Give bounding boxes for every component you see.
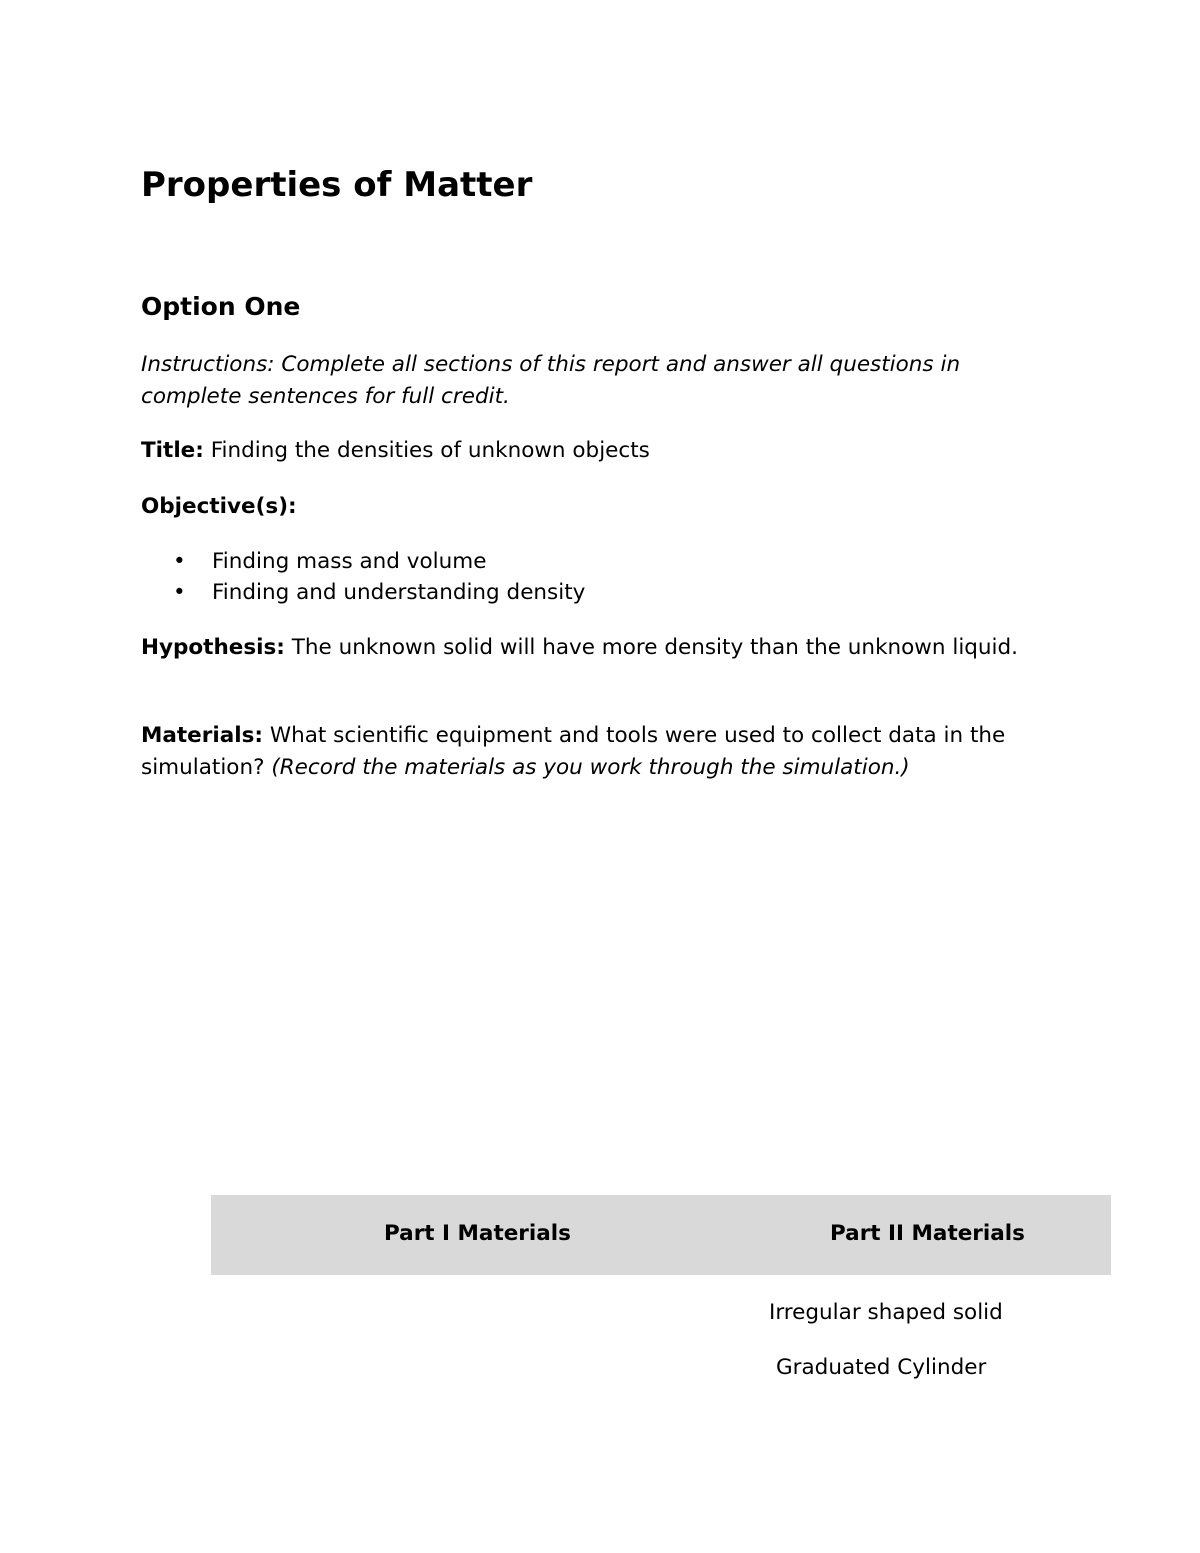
- materials-note: (Record the materials as you work through the simulation.): [271, 755, 910, 780]
- objective-text: Finding mass and volume: [212, 549, 487, 574]
- materials-label: Materials:: [141, 723, 264, 748]
- list-item: [141, 577, 585, 608]
- title-field: [141, 435, 1061, 467]
- part2-material-item: Graduated Cylinder: [776, 1355, 987, 1380]
- objectives-list: [141, 546, 585, 608]
- objectives-heading: Objective(s):: [141, 494, 297, 519]
- hypothesis-field: [141, 632, 1061, 664]
- part2-header: Part II Materials: [830, 1221, 1025, 1246]
- materials-table: [211, 1195, 1111, 1380]
- materials-field: [141, 720, 1061, 784]
- materials-question: What scientific equipment and tools were used to collect data in the simulation?: [141, 723, 1006, 780]
- title-label: Title:: [141, 438, 204, 463]
- title-value: Finding the densities of unknown objects: [210, 438, 650, 463]
- list-item: [141, 546, 585, 577]
- hypothesis-value: The unknown solid will have more density than the unknown liquid.: [291, 635, 1019, 660]
- hypothesis-label: Hypothesis:: [141, 635, 285, 660]
- part2-material-item: Irregular shaped solid: [769, 1300, 1003, 1325]
- page-title: Properties of Matter: [141, 165, 533, 205]
- bullet-icon: •: [173, 549, 186, 574]
- instructions-text: Instructions: Complete all sections of this report and answer all questions in complete sentences for full credit.: [141, 352, 961, 409]
- objective-text: Finding and understanding density: [212, 580, 586, 605]
- section-title: Option One: [141, 292, 301, 321]
- materials-table-header: [211, 1195, 1111, 1275]
- bullet-icon: •: [173, 580, 186, 605]
- part1-header: Part I Materials: [384, 1221, 571, 1246]
